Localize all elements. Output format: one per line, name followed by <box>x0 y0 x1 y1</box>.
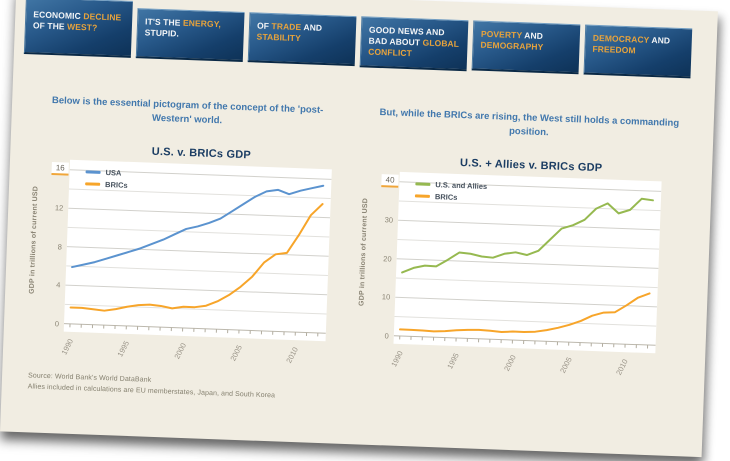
tab-label-segment: AND <box>649 34 671 46</box>
charts-row <box>3 141 713 390</box>
series-line-brics <box>71 195 323 319</box>
chart-us-v-brics <box>23 141 333 375</box>
x-tick-1995: 1995 <box>115 339 132 359</box>
tab-label-segment: DEMOGRAPHY <box>480 39 544 53</box>
x-tick-2005: 2005 <box>558 355 574 375</box>
y-axis-label: GDP in trillions of current USD <box>28 186 40 295</box>
legend-line-swatch-icon <box>86 171 101 174</box>
y-axis-label: GDP in trillions of current USD <box>358 198 370 307</box>
tab-label-segment: WEST? <box>66 21 98 33</box>
tab-label-segment: FREEDOM <box>592 43 636 56</box>
tab-label-segment: AND <box>521 30 544 41</box>
legend <box>85 167 128 193</box>
tab-label-segment: GLOBAL CONFLICT <box>368 37 460 59</box>
tab-economic-decline[interactable] <box>24 0 133 58</box>
chart-body <box>354 170 662 353</box>
source-line: Source: World Bank's World DataBank <box>27 372 152 384</box>
chart-title: U.S. v. BRICs GDP <box>151 145 252 162</box>
chart-us-allies-v-brics <box>352 154 662 388</box>
plot-area <box>64 160 332 341</box>
legend-label: USA <box>105 168 122 178</box>
tab-label-segment: DEMOCRACY <box>592 32 650 45</box>
legend-label: BRICs <box>104 180 128 190</box>
y-tick-40: 40 <box>381 174 398 188</box>
intro-blurb-right: But, while the BRICs are rising, the West still holds a commanding position. <box>379 107 680 139</box>
x-tick-2010: 2010 <box>614 357 631 377</box>
x-tick-2005: 2005 <box>228 343 245 363</box>
y-tick-20: 20 <box>383 253 392 264</box>
y-tick-4: 4 <box>56 280 61 290</box>
y-tick-16: 16 <box>52 162 69 176</box>
tab-global-conflict[interactable] <box>360 16 469 71</box>
tab-label-segment: POVERTY <box>480 28 523 41</box>
tab-energy-stupid[interactable] <box>136 8 245 62</box>
tab-poverty-demography[interactable] <box>472 20 581 74</box>
x-tick-1995: 1995 <box>445 351 462 371</box>
tab-label-segment: GOOD NEWS AND BAD ABOUT <box>368 24 445 48</box>
x-tick-1990: 1990 <box>59 337 76 357</box>
y-tick-8: 8 <box>57 241 63 252</box>
tab-democracy-freedom[interactable] <box>583 25 692 79</box>
tab-bar <box>14 0 718 80</box>
tab-trade-stability[interactable] <box>248 12 357 66</box>
legend-item <box>415 192 487 204</box>
x-tick-2000: 2000 <box>172 341 188 361</box>
x-tick-1990: 1990 <box>389 349 405 369</box>
intro-blurb-left: Below is the essential pictogram of the concept of the 'post-Western' world. <box>51 95 324 127</box>
tab-label-segment: OF <box>256 20 272 32</box>
legend-line-swatch-icon <box>415 183 430 186</box>
tab-label-segment: STUPID. <box>144 27 180 39</box>
intro-blurbs <box>11 93 714 147</box>
tab-label-segment: IT'S THE <box>144 16 184 28</box>
x-tick-2010: 2010 <box>284 345 301 365</box>
chart-title: U.S. + Allies v. BRICs GDP <box>459 157 603 175</box>
tab-label-segment: DECLINE <box>83 11 122 23</box>
y-tick-0: 0 <box>54 318 60 329</box>
allies-note-line: Allies included in calculations are EU memberstates, Japan, and South Korea <box>27 383 276 400</box>
legend-item <box>85 167 128 178</box>
tab-label-segment: OF THE <box>32 20 68 32</box>
tab-label-segment: ECONOMIC <box>33 9 84 22</box>
legend-item <box>85 179 128 190</box>
legend-item <box>415 180 487 192</box>
legend <box>415 180 488 207</box>
y-tick-12: 12 <box>54 203 64 213</box>
tab-label-segment: STABILITY <box>256 31 302 44</box>
chart-body <box>24 158 332 341</box>
y-tick-10: 10 <box>381 292 391 302</box>
legend-label: BRICs <box>434 192 458 203</box>
tab-label-segment: AND <box>301 22 323 33</box>
y-tick-30: 30 <box>384 215 394 225</box>
series-line-brics <box>400 285 650 340</box>
tab-label-segment: ENERGY, <box>182 17 222 30</box>
x-tick-2000: 2000 <box>501 353 518 373</box>
tab-label-segment: TRADE <box>271 21 302 33</box>
legend-line-swatch-icon <box>415 195 430 198</box>
legend-label: U.S. and Allies <box>435 180 488 192</box>
legend-line-swatch-icon <box>85 183 100 186</box>
plot-area <box>394 172 662 353</box>
y-tick-0: 0 <box>384 331 389 341</box>
